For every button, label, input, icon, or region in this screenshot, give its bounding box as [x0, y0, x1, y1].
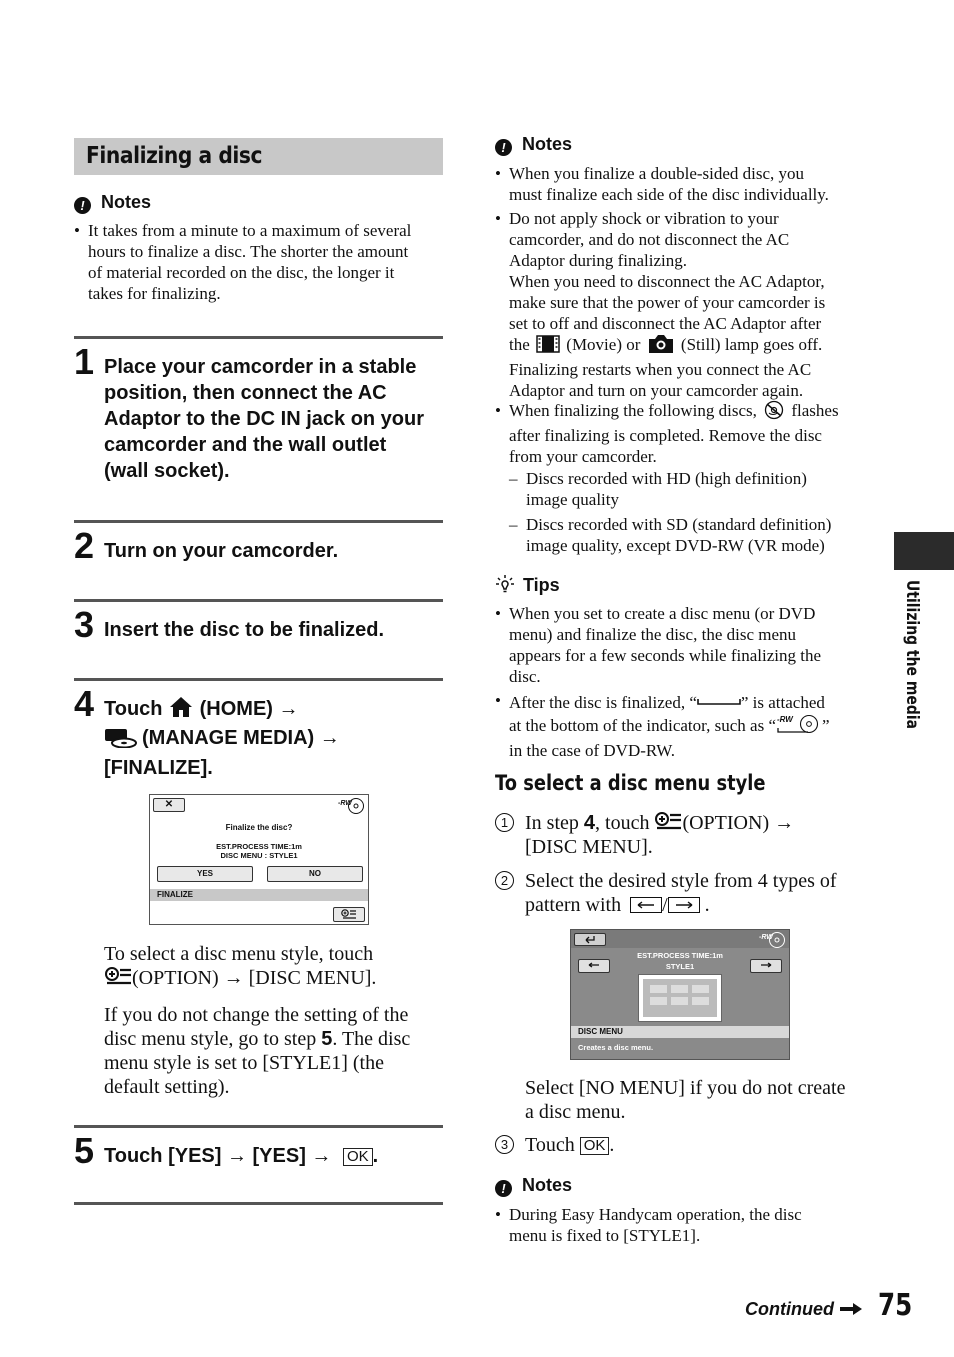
prev-style-button[interactable]	[578, 959, 610, 973]
list-item: 1 In step 4, touch (OPTION) → [DISC MENU].	[495, 811, 514, 835]
divider	[74, 1125, 443, 1128]
side-label: Utilizing the media	[902, 580, 922, 730]
list-item: • When finalizing the following discs, flashes after finalizing is completed. Remove the disc from your camcorder.	[495, 401, 839, 466]
finalized-mark-icon	[697, 690, 741, 711]
dialog-question: Finalize the disc?	[225, 823, 293, 832]
page-number: 75	[878, 1288, 913, 1323]
next-style-button[interactable]	[750, 959, 782, 973]
no-button[interactable]: NO	[267, 866, 363, 882]
divider	[74, 1202, 443, 1205]
finalize-screen	[149, 794, 369, 925]
divider	[74, 520, 443, 523]
movie-icon	[536, 335, 560, 358]
step-text: Touch [YES] → [YES] → OK .	[104, 1145, 379, 1167]
style-preview	[638, 974, 722, 1022]
return-icon	[583, 934, 597, 944]
step-number: 2	[74, 525, 95, 566]
caution-icon: !	[495, 1180, 512, 1197]
arrow-right-icon	[839, 1300, 863, 1321]
disc-flash-icon	[763, 400, 785, 425]
step-note: Select [NO MENU] if you do not create a disc menu.	[525, 1077, 846, 1123]
section-tab	[894, 532, 954, 570]
lightbulb-icon	[495, 574, 515, 599]
step-text: Insert the disc to be finalized.	[104, 619, 385, 641]
list-item: • When you set to create a disc menu (or DVD menu) and finalize the disc, the disc menu appears for a few seconds while finalizing the disc.	[495, 604, 822, 686]
camera-icon	[648, 334, 674, 359]
screen-title-bar: DISC MENU	[571, 1026, 789, 1038]
subsection-title: To select a disc menu style	[495, 771, 766, 795]
manage-media-icon	[104, 726, 138, 755]
disc-menu-screen	[570, 929, 790, 1060]
divider	[74, 599, 443, 602]
list-item: • During Easy Handycam operation, the disc menu is fixed to [STYLE1].	[495, 1205, 802, 1245]
svg-text:-RW: -RW	[338, 800, 352, 807]
list-item: 2 Select the desired style from 4 types of pattern with / .	[495, 869, 514, 893]
list-item: 3 Touch OK .	[495, 1133, 514, 1157]
step-number: 3	[74, 604, 95, 645]
home-icon	[169, 696, 193, 725]
divider	[74, 678, 443, 681]
option-icon	[654, 812, 682, 838]
ok-button[interactable]: OK	[343, 1148, 373, 1166]
option-icon	[341, 909, 357, 920]
tips-heading: Tips	[495, 574, 560, 599]
style-name: STYLE1	[665, 962, 695, 971]
list-item: – Discs recorded with HD (high definition) image quality	[509, 469, 807, 509]
caution-icon: !	[495, 139, 512, 156]
return-button[interactable]	[574, 933, 606, 946]
process-time: EST.PROCESS TIME:1m	[637, 951, 723, 960]
disc-menu-style: DISC MENU : STYLE1	[220, 851, 298, 860]
screen-title-bar: FINALIZE	[150, 889, 368, 901]
step-text: Touch (HOME) → (MANAGE MEDIA) → [FINALIZE].	[104, 698, 340, 779]
step4-body: To select a disc menu style, touch (OPTION) → [DISC MENU]. If you do not change the setting of the disc menu style, go to step 5. The disc menu style is set to [STYLE1] (the default setting).	[104, 943, 411, 1098]
list-item: • When you finalize a double-sided disc, you must finalize each side of the disc individually.	[495, 164, 829, 204]
list-item: • It takes from a minute to a maximum of several hours to finalize a disc. The shorter the amount of material recorded on the disc, the longer it takes for finalizing.	[74, 221, 412, 303]
left-arrow-button[interactable]	[630, 895, 662, 919]
notes-heading: ! Notes	[495, 1175, 572, 1197]
screen-message: Creates a disc menu.	[578, 1043, 654, 1052]
section-header	[74, 138, 443, 175]
section-title: Finalizing a disc	[86, 143, 263, 169]
close-button[interactable]: ✕	[153, 798, 185, 812]
ok-button[interactable]: OK	[580, 1137, 610, 1155]
list-item: • Do not apply shock or vibration to your camcorder, and do not disconnect the AC Adaptor during finalizing. When you need to disconnect the AC Adaptor, make sure that the power of your camcorder is set to off and disconnect the AC Adaptor after the (Movie) or (Still) lamp goes off. Finalizing restarts when you connect the AC Adaptor and turn on your camcorder again.	[495, 209, 826, 400]
caution-icon: !	[74, 197, 91, 214]
step-number: 1	[74, 341, 95, 382]
list-item: – Discs recorded with SD (standard definition) image quality, except DVD-RW (VR mode)	[509, 515, 832, 555]
disc-rw-icon	[337, 797, 365, 820]
step-number: 4	[74, 683, 95, 724]
divider	[74, 336, 443, 339]
svg-text:-RW: -RW	[777, 715, 793, 724]
notes-heading: ! Notes	[495, 134, 572, 156]
option-icon	[104, 967, 132, 993]
continued-label: Continued	[745, 1299, 863, 1321]
list-item: • After the disc is finalized, “ ” is attached at the bottom of the indicator, such as “ -RW ” in the case of DVD-RW.	[495, 691, 830, 760]
right-arrow-button[interactable]	[668, 895, 700, 919]
option-button[interactable]	[333, 907, 365, 922]
svg-text:-RW: -RW	[759, 934, 773, 941]
step-text: Turn on your camcorder.	[104, 540, 339, 562]
process-time: EST.PROCESS TIME:1m	[216, 842, 302, 851]
disc-rw-finalized-icon	[776, 713, 822, 740]
step-number: 5	[74, 1130, 95, 1171]
step-text: Place your camcorder in a stable position, then connect the AC Adaptor to the DC IN jack on your camcorder and the wall outlet (wall socket).	[104, 356, 425, 482]
notes-heading: ! Notes	[74, 192, 151, 214]
yes-button[interactable]: YES	[157, 866, 253, 882]
